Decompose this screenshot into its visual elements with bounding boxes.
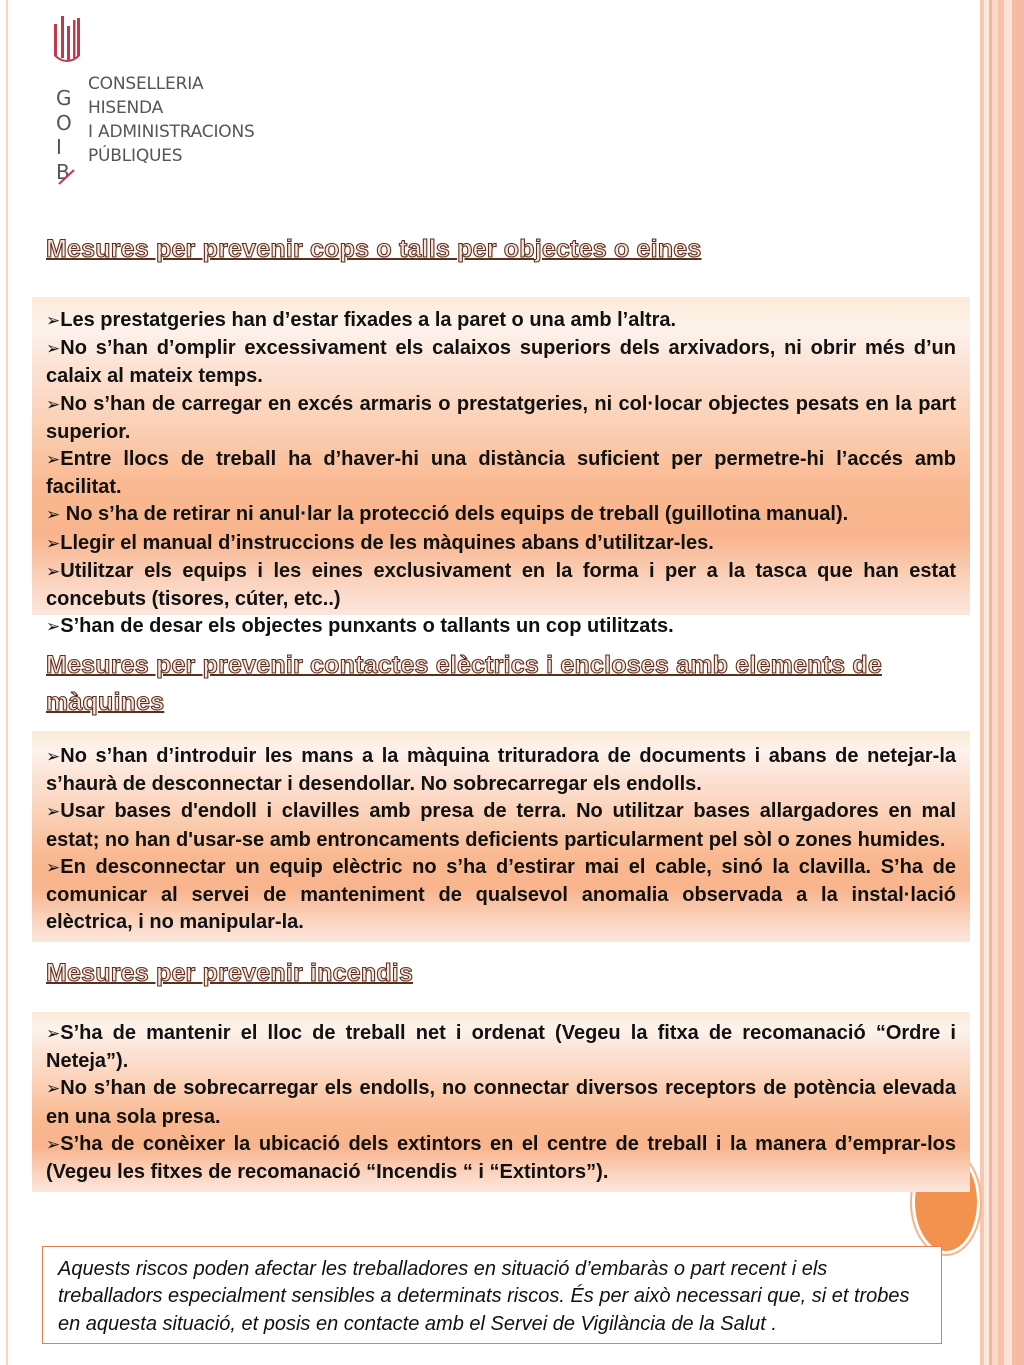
- section-2-heading: Mesures per prevenir contactes elèctrics i encloses amb elements de màquines: [46, 651, 883, 716]
- arrow-bullet-icon: ➢: [46, 1134, 61, 1155]
- list-item: ➢No s’han d’introduir les mans a la màquina trituradora de documents i abans de netejar-la s’haurà de desconnectar i desendollar. No sobrecarregar els endolls.: [46, 745, 956, 796]
- left-border-line: [6, 0, 8, 1365]
- department-line-1: CONSELLERIA: [88, 74, 204, 94]
- arrow-bullet-icon: ➢: [46, 505, 61, 526]
- section-2-list: [46, 743, 956, 936]
- arrow-bullet-icon: ➢: [46, 311, 61, 331]
- logo-letter-o: O: [56, 110, 72, 135]
- section-3-list: [46, 1020, 956, 1186]
- list-item: ➢Utilitzar els equips i les eines exclusivament en la forma i per a la tasca que han estat concebuts (tisores, cúter, etc..): [46, 559, 956, 611]
- logo-letter-i: I: [56, 135, 62, 159]
- section-1-heading: Mesures per prevenir cops o talls per objectes o eines: [46, 235, 702, 263]
- section-3-heading: Mesures per prevenir incendis: [46, 959, 414, 987]
- list-item: ➢En desconnectar un equip elèctric no s’ha d’estirar mai el cable, sinó la clavilla. S’ha de comunicar al servei de manteniment de qualsevol anomalia observada a la instal·lació elèctrica, i no manipular-la.: [46, 855, 956, 934]
- arrow-bullet-icon: ➢: [46, 450, 61, 471]
- department-name: [88, 72, 255, 168]
- goib-logo: [52, 16, 292, 188]
- logo-letter-b: B: [56, 159, 70, 184]
- list-item: ➢No s’han de sobrecarregar els endolls, no connectar diversos receptors de potència elevada en una sola presa.: [46, 1077, 956, 1128]
- arrow-bullet-icon: ➢: [46, 561, 61, 582]
- department-line-3: I ADMINISTRACIONS: [88, 122, 255, 142]
- logo-letter-g: G: [56, 86, 72, 110]
- list-item: ➢S’ha de conèixer la ubicació dels extintors en el centre de treball i la manera d’emprar-los (Vegeu les fitxes de recomanació “Incendis “ i “Extintors”).: [46, 1132, 956, 1184]
- arrow-bullet-icon: ➢: [46, 747, 61, 767]
- arrow-bullet-icon: ➢: [46, 1024, 61, 1044]
- goib-emblem-icon: [52, 16, 82, 62]
- arrow-bullet-icon: ➢: [46, 857, 61, 878]
- arrow-bullet-icon: ➢: [46, 394, 61, 415]
- list-item: ➢S’han de desar els objectes punxants o tallants un cop utilitzats.: [46, 615, 674, 638]
- arrow-bullet-icon: ➢: [46, 617, 61, 638]
- arrow-bullet-icon: ➢: [46, 1079, 61, 1100]
- department-line-4: PÚBLIQUES: [88, 146, 183, 166]
- logo-slash-icon: [58, 168, 76, 186]
- list-item: ➢ No s’ha de retirar ni anul·lar la protecció dels equips de treball (guillotina manual).: [46, 503, 849, 526]
- right-decorative-stripes: [974, 0, 1024, 1365]
- list-item: ➢S’ha de mantenir el lloc de treball net i ordenat (Vegeu la fitxa de recomanació “Ordre i Neteja”).: [46, 1022, 956, 1073]
- arrow-bullet-icon: ➢: [46, 802, 61, 823]
- list-item: ➢Les prestatgeries han d’estar fixades a la paret o una amb l’altra.: [46, 309, 677, 331]
- department-line-2: HISENDA: [88, 98, 164, 118]
- arrow-bullet-icon: ➢: [46, 533, 61, 554]
- arrow-bullet-icon: ➢: [46, 339, 61, 360]
- section-1-list: [46, 307, 956, 641]
- list-item: ➢Llegir el manual d’instruccions de les màquines abans d’utilitzar-les.: [46, 531, 714, 554]
- note-text: Aquests riscos poden afectar les treballadores en situació d’embaràs o part recent i els treballadors especialment sensibles a determinats riscos. És per això necessari que, si et trobes en aquesta situació, et posis en contacte amb el Servei de Vigilància de la Salut .: [58, 1258, 910, 1335]
- list-item: ➢Entre llocs de treball ha d’haver-hi una distància suficient per permetre-hi l’accés amb facilitat.: [46, 448, 956, 499]
- list-item: ➢No s’han de carregar en excés armaris o prestatgeries, ni col·locar objectes pesats en la part superior.: [46, 392, 956, 443]
- list-item: ➢Usar bases d'endoll i clavilles amb presa de terra. No utilitzar bases allargadores en mal estat; no han d'usar-se amb entroncaments deficients particularment pel sòl o zones humides.: [46, 800, 956, 851]
- list-item: ➢No s’han d’omplir excessivament els calaixos superiors dels arxivadors, ni obrir més d’un calaix al mateix temps.: [46, 337, 956, 388]
